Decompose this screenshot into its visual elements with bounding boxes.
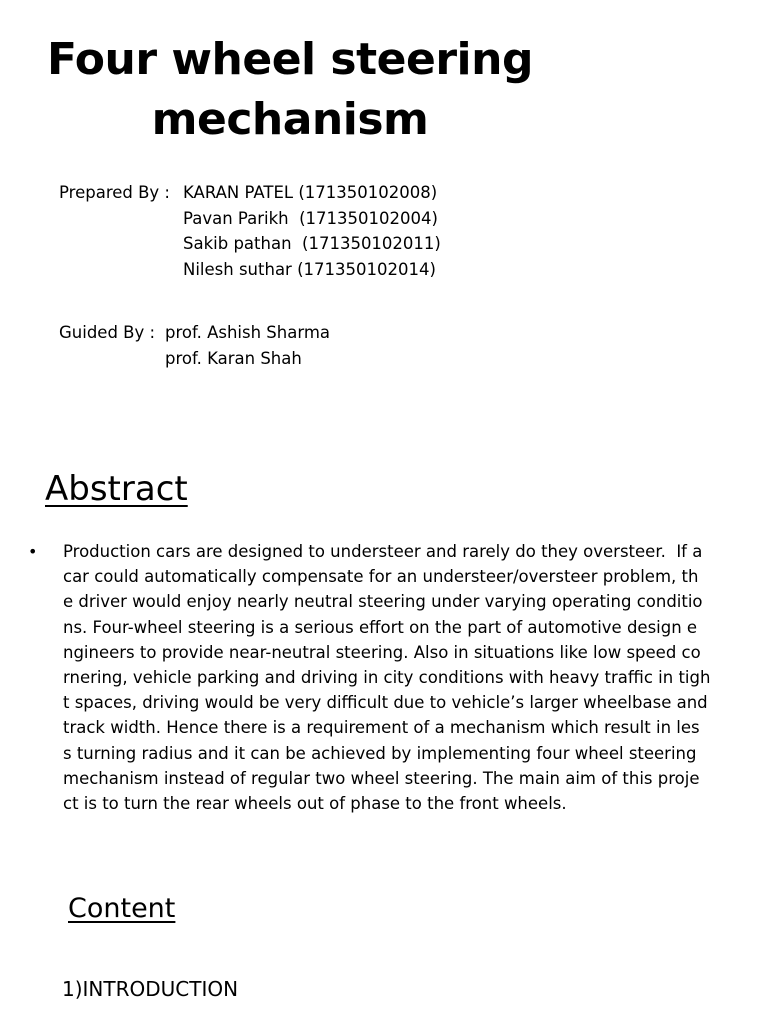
- abstract-line: e driver would enjoy nearly neutral steering under varying operating conditio: [63, 592, 703, 612]
- abstract-line: Production cars are designed to understeer and rarely do they oversteer. If a: [63, 542, 703, 561]
- abstract-line: mechanism instead of regular two wheel steering. The main aim of this proje: [63, 768, 700, 788]
- abstract-line: rnering, vehicle parking and driving in city conditions with heavy traffic in tigh: [63, 668, 711, 688]
- guide-name: prof. Karan Shah: [165, 349, 302, 368]
- prepared-by-block: [59, 180, 441, 282]
- author-name: Nilesh suthar (171350102014): [183, 259, 436, 279]
- abstract-line: ct is to turn the rear wheels out of phase to the front wheels.: [63, 794, 567, 814]
- page-title: [0, 30, 580, 150]
- author-name: KARAN PATEL (171350102008): [183, 183, 438, 202]
- author-name: Sakib pathan (171350102011): [183, 234, 441, 253]
- abstract-line: car could automatically compensate for an understeer/oversteer problem, th: [63, 567, 699, 587]
- guide-name: prof. Ashish Sharma: [165, 323, 331, 342]
- guided-by-label: Guided By :: [59, 323, 156, 342]
- abstract-line: ns. Four-wheel steering is a serious effort on the part of automotive design e: [63, 617, 698, 637]
- abstract-line: t spaces, driving would be very difficult due to vehicle’s larger wheelbase and: [63, 693, 708, 713]
- content-item-introduction: 1)INTRODUCTION: [62, 977, 239, 1001]
- guided-by-block: [59, 320, 330, 372]
- abstract-line: track width. Hence there is a requirement of a mechanism which result in les: [63, 718, 700, 738]
- prepared-by-names: [183, 180, 441, 282]
- abstract-line: s turning radius and it can be achieved by implementing four wheel steering: [63, 743, 697, 763]
- abstract-heading: Abstract: [45, 469, 188, 509]
- bullet-icon: •: [28, 542, 38, 561]
- author-name: Pavan Parikh (171350102004): [183, 208, 438, 228]
- abstract-list: [28, 539, 728, 816]
- title-line-1: Four wheel steering: [47, 34, 533, 85]
- content-heading: Content: [68, 893, 176, 924]
- abstract-line: ngineers to provide near-neutral steering. Also in situations like low speed co: [63, 642, 701, 662]
- prepared-by-label: Prepared By :: [59, 183, 170, 202]
- title-line-2: mechanism: [151, 94, 429, 145]
- abstract-paragraph: [28, 539, 728, 816]
- guided-by-names: [165, 320, 330, 372]
